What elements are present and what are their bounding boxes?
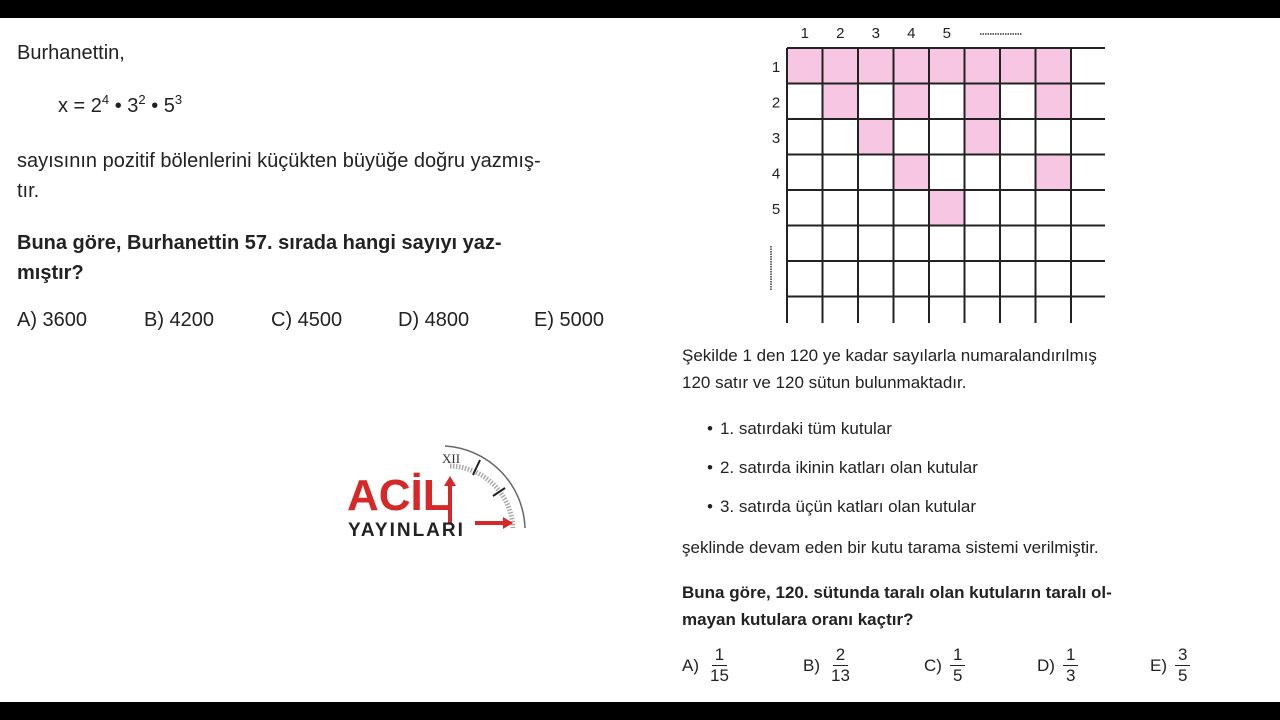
numerator: 1 bbox=[950, 645, 965, 666]
shaded-cell bbox=[1036, 48, 1072, 84]
shaded-cell bbox=[858, 48, 894, 84]
q2-bullet-3: • 3. satırda üçün katları olan kutular bbox=[707, 497, 976, 517]
q2-question-line1: Buna göre, 120. sütunda taralı olan kutuların taralı ol- bbox=[682, 583, 1112, 602]
fraction bbox=[1175, 645, 1190, 686]
q2-text-line1: Şekilde 1 den 120 ye kadar sayılarla numaralandırılmış bbox=[682, 346, 1097, 365]
q2-option-1[interactable] bbox=[803, 645, 853, 686]
option-label: E) bbox=[1150, 655, 1167, 675]
fraction bbox=[1063, 645, 1078, 686]
q2-text-line3: şeklinde devam eden bir kutu tarama sistemi verilmiştir. bbox=[682, 538, 1099, 557]
q2-option-3[interactable] bbox=[1037, 645, 1078, 686]
q1-option-2[interactable]: C) 4500 bbox=[271, 309, 343, 331]
q2-option-2[interactable] bbox=[924, 645, 965, 686]
denominator: 15 bbox=[710, 666, 729, 685]
q1-text-line2: tır. bbox=[17, 180, 40, 202]
denominator: 5 bbox=[1178, 666, 1188, 685]
q1-option-4[interactable]: E) 5000 bbox=[534, 309, 605, 331]
column-label: 2 bbox=[836, 25, 845, 42]
option-label: C) bbox=[924, 655, 942, 675]
shading-grid bbox=[760, 18, 1120, 328]
q2-option-0[interactable] bbox=[682, 645, 732, 686]
option-label: D) bbox=[1037, 655, 1055, 675]
denominator: 3 bbox=[1065, 666, 1076, 685]
numerator: 1 bbox=[712, 645, 727, 666]
shaded-cell bbox=[965, 119, 1001, 155]
shaded-cell bbox=[929, 190, 965, 226]
row-label: 2 bbox=[771, 94, 781, 112]
q1-option-0[interactable]: A) 3600 bbox=[17, 309, 88, 331]
shaded-cell bbox=[1000, 48, 1036, 84]
numerator: 2 bbox=[833, 645, 848, 666]
q1-text-line1: sayısının pozitif bölenlerini küçükten büyüğe doğru yazmış- bbox=[17, 150, 541, 172]
column-label: 3 bbox=[871, 25, 880, 42]
row-label: 3 bbox=[771, 129, 781, 147]
clock-icon bbox=[345, 438, 530, 538]
q2-option-4[interactable] bbox=[1150, 645, 1190, 686]
fraction bbox=[950, 645, 965, 686]
fraction bbox=[707, 645, 732, 686]
option-label: A) bbox=[682, 655, 699, 675]
option-label: B) bbox=[803, 655, 820, 675]
bottom-letterbox bbox=[0, 702, 1280, 720]
column-label: 5 bbox=[942, 25, 951, 42]
shaded-cell bbox=[894, 48, 930, 84]
row-label: 4 bbox=[771, 165, 781, 183]
q2-bullet-1: • 1. satırdaki tüm kutular bbox=[707, 419, 892, 439]
numerator: 1 bbox=[1063, 645, 1078, 666]
shaded-cell bbox=[965, 48, 1001, 84]
q2-bullet-2: • 2. satırda ikinin katları olan kutular bbox=[707, 458, 978, 478]
shaded-cell bbox=[894, 84, 930, 120]
column-label: 4 bbox=[907, 25, 916, 42]
shaded-cell bbox=[929, 48, 965, 84]
denominator: 13 bbox=[831, 666, 850, 685]
q1-question-line2: mıştır? bbox=[17, 262, 84, 284]
shaded-cell bbox=[1036, 84, 1072, 120]
denominator: 5 bbox=[952, 666, 963, 685]
shaded-cell bbox=[894, 155, 930, 191]
q1-formula: $x = 2^4$ • $3^2$ • $5^3$ bbox=[58, 92, 183, 117]
svg-text:XII: XII bbox=[442, 451, 461, 466]
svg-text:ACİL: ACİL bbox=[347, 471, 450, 520]
shaded-cell bbox=[858, 119, 894, 155]
shaded-cell bbox=[823, 84, 859, 120]
q2-text-line2: 120 satır ve 120 sütun bulunmaktadır. bbox=[682, 373, 967, 392]
shaded-cell bbox=[787, 48, 823, 84]
shaded-cell bbox=[1036, 155, 1072, 191]
shaded-cell bbox=[965, 84, 1001, 120]
column-label: 1 bbox=[800, 25, 809, 42]
shaded-cell bbox=[823, 48, 859, 84]
acil-logo bbox=[345, 438, 530, 538]
row-label: 5 bbox=[771, 200, 781, 218]
q1-question-line1: Buna göre, Burhanettin 57. sırada hangi sayıyı yaz- bbox=[17, 232, 502, 254]
svg-text:YAYINLARI: YAYINLARI bbox=[348, 520, 465, 538]
q1-intro: Burhanettin, bbox=[17, 42, 125, 64]
q1-option-1[interactable]: B) 4200 bbox=[144, 309, 215, 331]
top-letterbox bbox=[0, 0, 1280, 18]
q2-question-line2: mayan kutulara oranı kaçtır? bbox=[682, 610, 914, 629]
fraction bbox=[828, 645, 853, 686]
row-label: 1 bbox=[771, 58, 781, 76]
numerator: 3 bbox=[1175, 645, 1190, 666]
q1-option-3[interactable]: D) 4800 bbox=[398, 309, 470, 331]
